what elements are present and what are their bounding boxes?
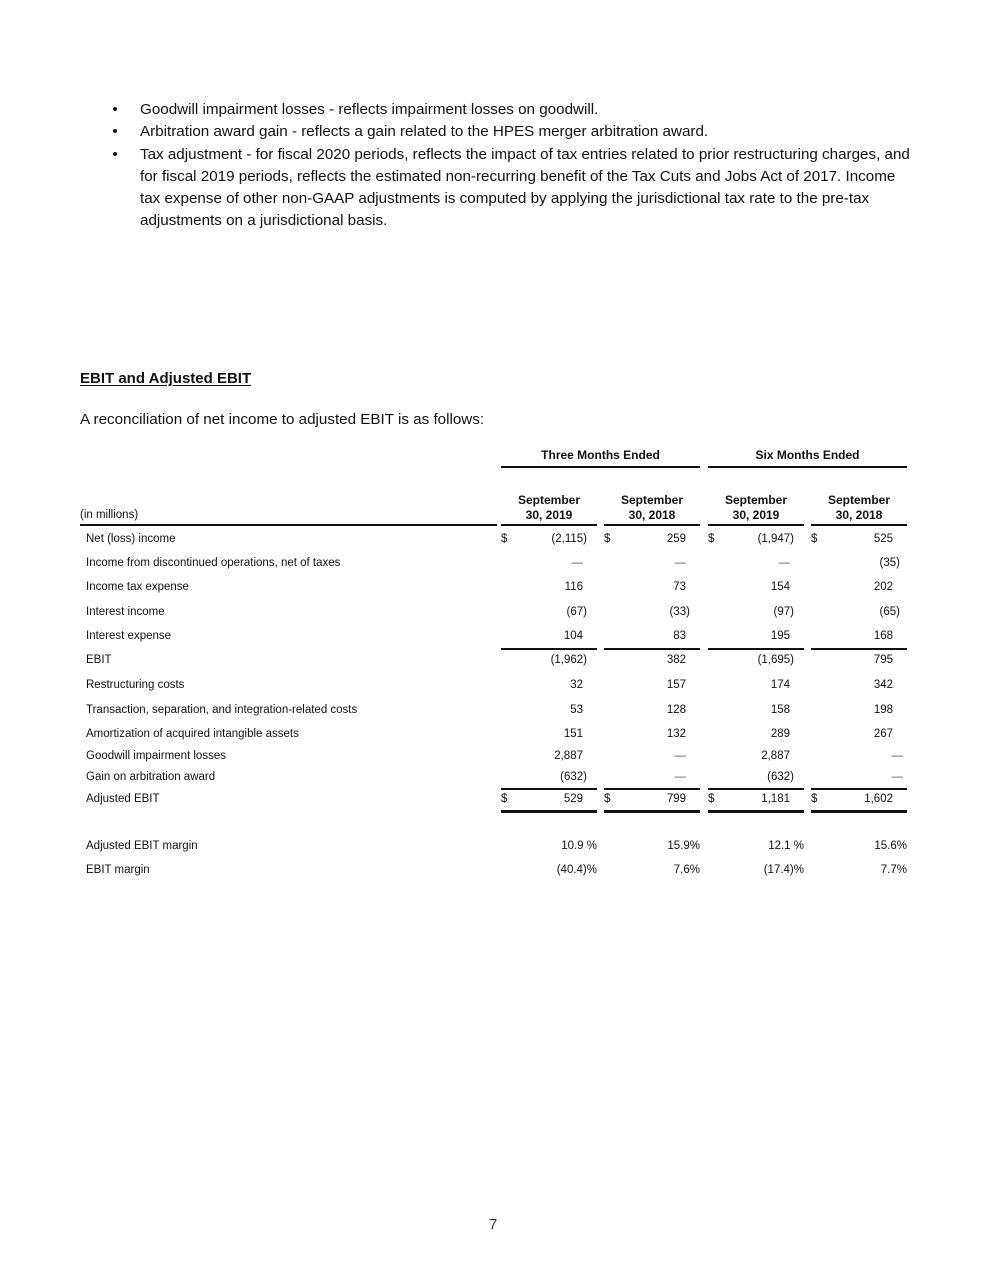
column-header: September 30, 2019 xyxy=(708,493,804,526)
table-row-adjusted-ebit: Adjusted EBIT $ 529 $ 799 $ 1,181 $ 1,602 xyxy=(86,793,893,805)
table-row: Goodwill impairment losses 2,887 — 2,887 — xyxy=(86,750,903,762)
notes-bullet-list xyxy=(110,99,910,233)
table-row: Restructuring costs 32 157 174 342 xyxy=(86,679,893,691)
bullet-tax-adjustment: • Tax adjustment - for fiscal 2020 periods, reflects the impact of tax entries related to prior restructuring charges, and for fiscal 2019 periods, reflects the estimated non-recurring benefit of the Tax Cuts and Jobs Act of 2017. Income tax expense of other non-GAAP adjustments is computed by applying the jurisdictional tax rate to the pre-tax adjustments on a jurisdictional basis. xyxy=(110,144,910,233)
bullet-icon: • xyxy=(112,123,118,141)
subtotal-rule xyxy=(604,648,700,650)
total-rule xyxy=(811,810,907,813)
section-intro: A reconciliation of net income to adjusted EBIT is as follows: xyxy=(80,411,485,428)
subtotal-rule xyxy=(501,648,597,650)
group-header-three-months: Three Months Ended xyxy=(501,448,700,468)
margin-row: Adjusted EBIT margin 10.9 % 15.9% 12.1 % 15.6% xyxy=(86,840,907,852)
table-row: Amortization of acquired intangible assets 151 132 289 267 xyxy=(86,728,893,740)
total-rule xyxy=(604,810,700,813)
page-number: 7 xyxy=(489,1216,498,1233)
currency-symbol: $ xyxy=(604,533,611,545)
table-row-ebit: EBIT (1,962) 382 (1,695) 795 xyxy=(86,654,893,666)
column-header: September 30, 2018 xyxy=(604,493,700,526)
subtotal-rule xyxy=(708,788,804,790)
table-row: Interest income (67) (33) (97) (65) xyxy=(86,606,900,618)
bullet-arbitration: • Arbitration award gain - reflects a gain related to the HPES merger arbitration award. xyxy=(110,121,910,143)
subtotal-rule xyxy=(501,788,597,790)
currency-symbol: $ xyxy=(811,793,818,805)
column-header: September 30, 2019 xyxy=(501,493,597,526)
group-header-six-months: Six Months Ended xyxy=(708,448,907,468)
margin-row: EBIT margin (40.4)% 7.6% (17.4)% 7.7% xyxy=(86,864,907,876)
table-row: Income tax expense 116 73 154 202 xyxy=(86,581,893,593)
column-header: September 30, 2018 xyxy=(811,493,907,526)
total-rule xyxy=(708,810,804,813)
subtotal-rule xyxy=(811,648,907,650)
bullet-goodwill: • Goodwill impairment losses - reflects impairment losses on goodwill. xyxy=(110,99,910,121)
unit-label: (in millions) xyxy=(80,509,497,526)
total-rule xyxy=(501,810,597,813)
section-title: EBIT and Adjusted EBIT xyxy=(80,370,252,387)
currency-symbol: $ xyxy=(501,793,508,805)
bullet-icon: • xyxy=(112,101,118,118)
table-row: Interest expense 104 83 195 168 xyxy=(86,630,893,642)
subtotal-rule xyxy=(604,788,700,790)
subtotal-rule xyxy=(811,788,907,790)
table-row: Gain on arbitration award (632) — (632) — xyxy=(86,771,903,783)
currency-symbol: $ xyxy=(501,533,508,545)
currency-symbol: $ xyxy=(708,793,715,805)
subtotal-rule xyxy=(708,648,804,650)
table-row: Net (loss) income $ (2,115) $ 259 $ (1,947) $ 525 xyxy=(86,533,893,545)
currency-symbol: $ xyxy=(708,533,715,545)
currency-symbol: $ xyxy=(811,533,818,545)
table-row: Transaction, separation, and integration-related costs 53 128 158 198 xyxy=(86,704,893,716)
bullet-icon: • xyxy=(112,145,118,163)
currency-symbol: $ xyxy=(604,793,611,805)
table-row: Income from discontinued operations, net of taxes — — — (35) xyxy=(86,557,900,569)
